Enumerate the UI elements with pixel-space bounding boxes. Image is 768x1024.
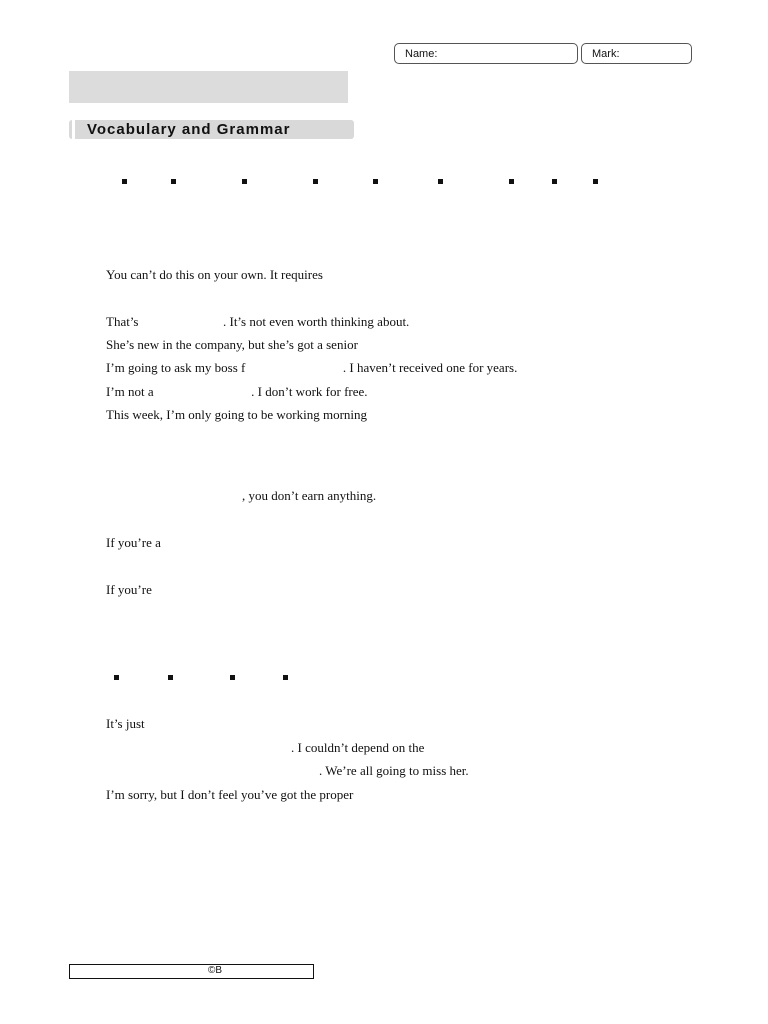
word-bullet bbox=[114, 675, 119, 680]
word-bullet bbox=[171, 179, 176, 184]
exercise1-sentence: That’s . It’s not even worth thinking about. bbox=[106, 314, 410, 329]
section-title: Vocabulary and Grammar bbox=[87, 121, 291, 138]
exercise1-sentence: You can’t do this on your own. It requires bbox=[106, 267, 323, 282]
word-bullet bbox=[552, 179, 557, 184]
mark-label: Mark: bbox=[592, 48, 620, 60]
word-bullet bbox=[122, 179, 127, 184]
exercise3-sentence: It’s just bbox=[106, 716, 145, 731]
exercise2-sentence: If you’re a bbox=[106, 535, 161, 550]
footer-copyright-box bbox=[69, 964, 314, 979]
exercise3-sentence: . I couldn’t depend on the bbox=[291, 740, 425, 755]
exercise2-sentence: If you’re bbox=[106, 582, 152, 597]
word-bullet bbox=[230, 675, 235, 680]
copyright-text: ©B bbox=[208, 965, 223, 976]
exercise3-sentence: . We’re all going to miss her. bbox=[319, 763, 469, 778]
exercise1-sentence: I’m going to ask my boss f . I haven’t received one for years. bbox=[106, 360, 518, 375]
section-tab bbox=[69, 120, 354, 139]
title-placeholder-bar bbox=[69, 71, 348, 103]
exercise1-sentence: I’m not a . I don’t work for free. bbox=[106, 384, 368, 399]
name-label: Name: bbox=[405, 48, 438, 60]
word-bullet bbox=[168, 675, 173, 680]
exercise1-sentence: This week, I’m only going to be working morning bbox=[106, 407, 368, 422]
word-bullet bbox=[593, 179, 598, 184]
word-bullet bbox=[283, 675, 288, 680]
exercise2-sentence: , you don’t earn anything. bbox=[242, 488, 377, 503]
exercise3-sentence: I’m sorry, but I don’t feel you’ve got the proper bbox=[106, 787, 354, 802]
word-bullet bbox=[509, 179, 514, 184]
word-bullet bbox=[438, 179, 443, 184]
exercise1-sentence: She’s new in the company, but she’s got a senior bbox=[106, 337, 358, 352]
word-bullet bbox=[313, 179, 318, 184]
word-bullet bbox=[242, 179, 247, 184]
word-bullet bbox=[373, 179, 378, 184]
section-tab-marker bbox=[72, 120, 75, 139]
mark-field[interactable] bbox=[581, 43, 692, 64]
name-field[interactable] bbox=[394, 43, 578, 64]
